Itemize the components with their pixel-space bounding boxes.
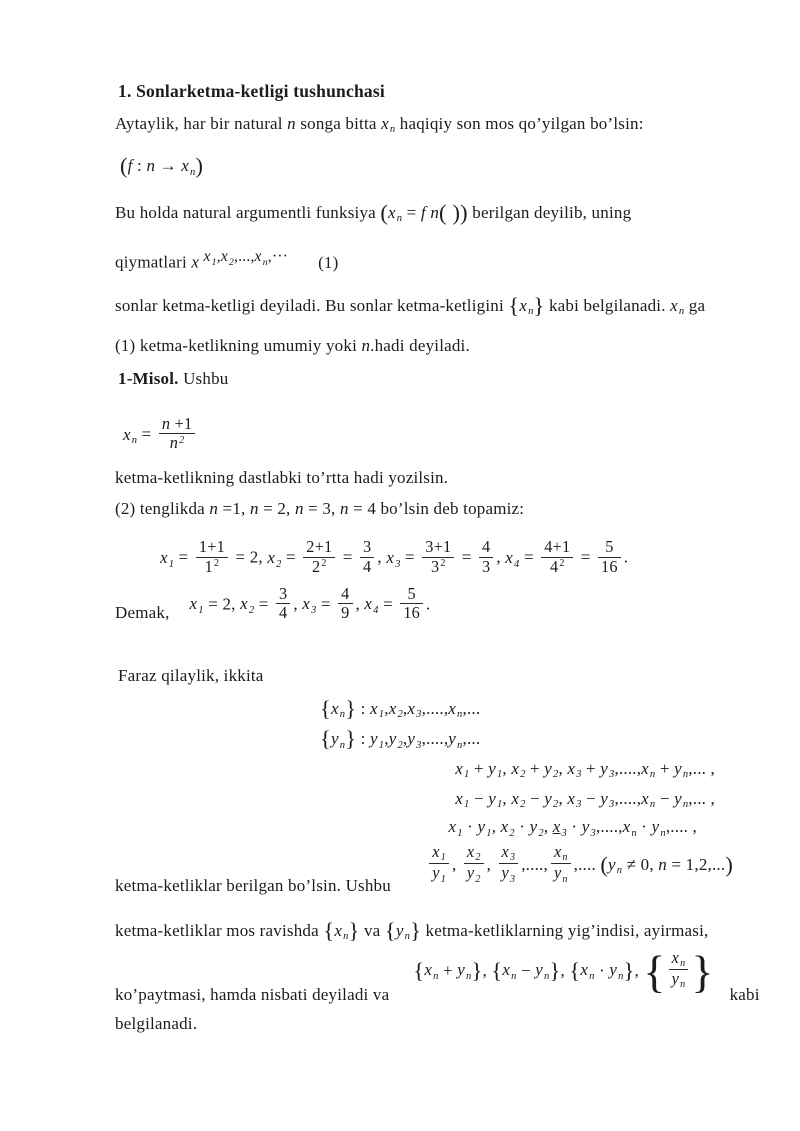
paragraph-substitution: (2) tenglikda n =1, n = 2, n = 3, n = 4 bo’lsin deb topamiz: bbox=[115, 498, 525, 518]
paragraph-given: ketma-ketliklar berilgan bo’lsin. Ushbu bbox=[115, 875, 391, 895]
paragraph-suppose: Faraz qilaylik, ikkita bbox=[118, 665, 264, 685]
formula-y-sequence: {yn} : y1,y2,y3,....,yn,... bbox=[320, 726, 481, 752]
paragraph-general-term: (1) ketma-ketlikning umumiy yoki n.hadi deyiladi. bbox=[115, 336, 470, 356]
formula-quotient-terms: $\frac{x1}{y1}$ , $\frac{x2}{y2}$ , $\frac{x3}{y3}$ ,...., $\frac{xn}{yn}$ ,.... (yn ≠ 0, n = 1,2,...) bbox=[115, 845, 745, 887]
result-row bbox=[115, 583, 745, 625]
formula-result-terms: x1 = 2, x2 = $\frac{3}{4}$ , x3 = $\frac{4}{9}$ , x4 = $\frac{5}{16}$ . bbox=[189, 583, 431, 622]
paragraph-product-ratio: ko’paytmasi, hamda nisbati deyiladi va bbox=[115, 984, 390, 1004]
formula-sum-terms: x1 + y1, x2 + y2, x3 + y3,....,xn + yn,... , bbox=[455, 759, 715, 781]
formula-sequence-map: (f : n → xn) bbox=[120, 153, 204, 179]
paragraph-operations-intro: ketma-ketliklar mos ravishda {xn} va {yn} ketma-ketliklarning yig’indisi, ayirmasi, bbox=[115, 918, 709, 944]
paragraph-task: ketma-ketlikning dastlabki to’rtta hadi yozilsin. bbox=[115, 467, 449, 487]
formula-diff-terms: x1 − y1, x2 − y2, x3 − y3,....,xn − yn,... , bbox=[455, 788, 715, 811]
operations-row bbox=[115, 945, 760, 1007]
paragraph-sequence-notation: sonlar ketma-ketligi deyiladi. Bu sonlar ketma-ketligini {xn} kabi belgilanadi. xn ga bbox=[115, 292, 706, 318]
paragraph-values: qiymatlari x x1,x2,...,xn,··· (1) bbox=[115, 248, 339, 272]
formula-general-term: xn = $\frac{n +1}{n^2}$ bbox=[123, 417, 745, 455]
formula-computed-terms: x1 = $\frac{1+1}{1^2}$ = 2, x2 = $\frac{2+1}{2^2}$ = $\frac{3}{4}$ , x3 = $\frac{3+1}{3^2}$ = $\frac{4}{3}$ , x4 = $\frac{4+1}{4^2}$ = $\frac{5}{16}$ . bbox=[160, 537, 629, 576]
kabi-label: kabi bbox=[729, 984, 760, 1004]
demak-label: Demak, bbox=[115, 603, 170, 622]
section-title: 1. Sonlarketma-ketligi tushunchasi bbox=[118, 81, 385, 101]
paragraph-denoted: belgilanadi. bbox=[115, 1013, 198, 1033]
paragraph-function-def: Bu holda natural argumentli funksiya (xn = f n( )) berilgan deyilib, uning bbox=[115, 200, 632, 226]
intro-paragraph: Aytaylik, har bir natural n songa bitta xn haqiqiy son mos qo’yilgan bo’lsin: bbox=[115, 113, 644, 135]
example-heading: 1-Misol. Ushbu bbox=[118, 369, 229, 389]
formula-x-sequence: {xn} : x1,x2,x3,....,xn,... bbox=[320, 696, 481, 722]
formula-operation-sequences: {xn + yn}, {xn − yn}, {xn · yn}, { $\frac{xn}{yn}$ } bbox=[413, 945, 714, 997]
formula-product-terms: x1 · y1, x2 · y2, x3 · y3,....,xn · yn,.... , bbox=[448, 817, 697, 839]
